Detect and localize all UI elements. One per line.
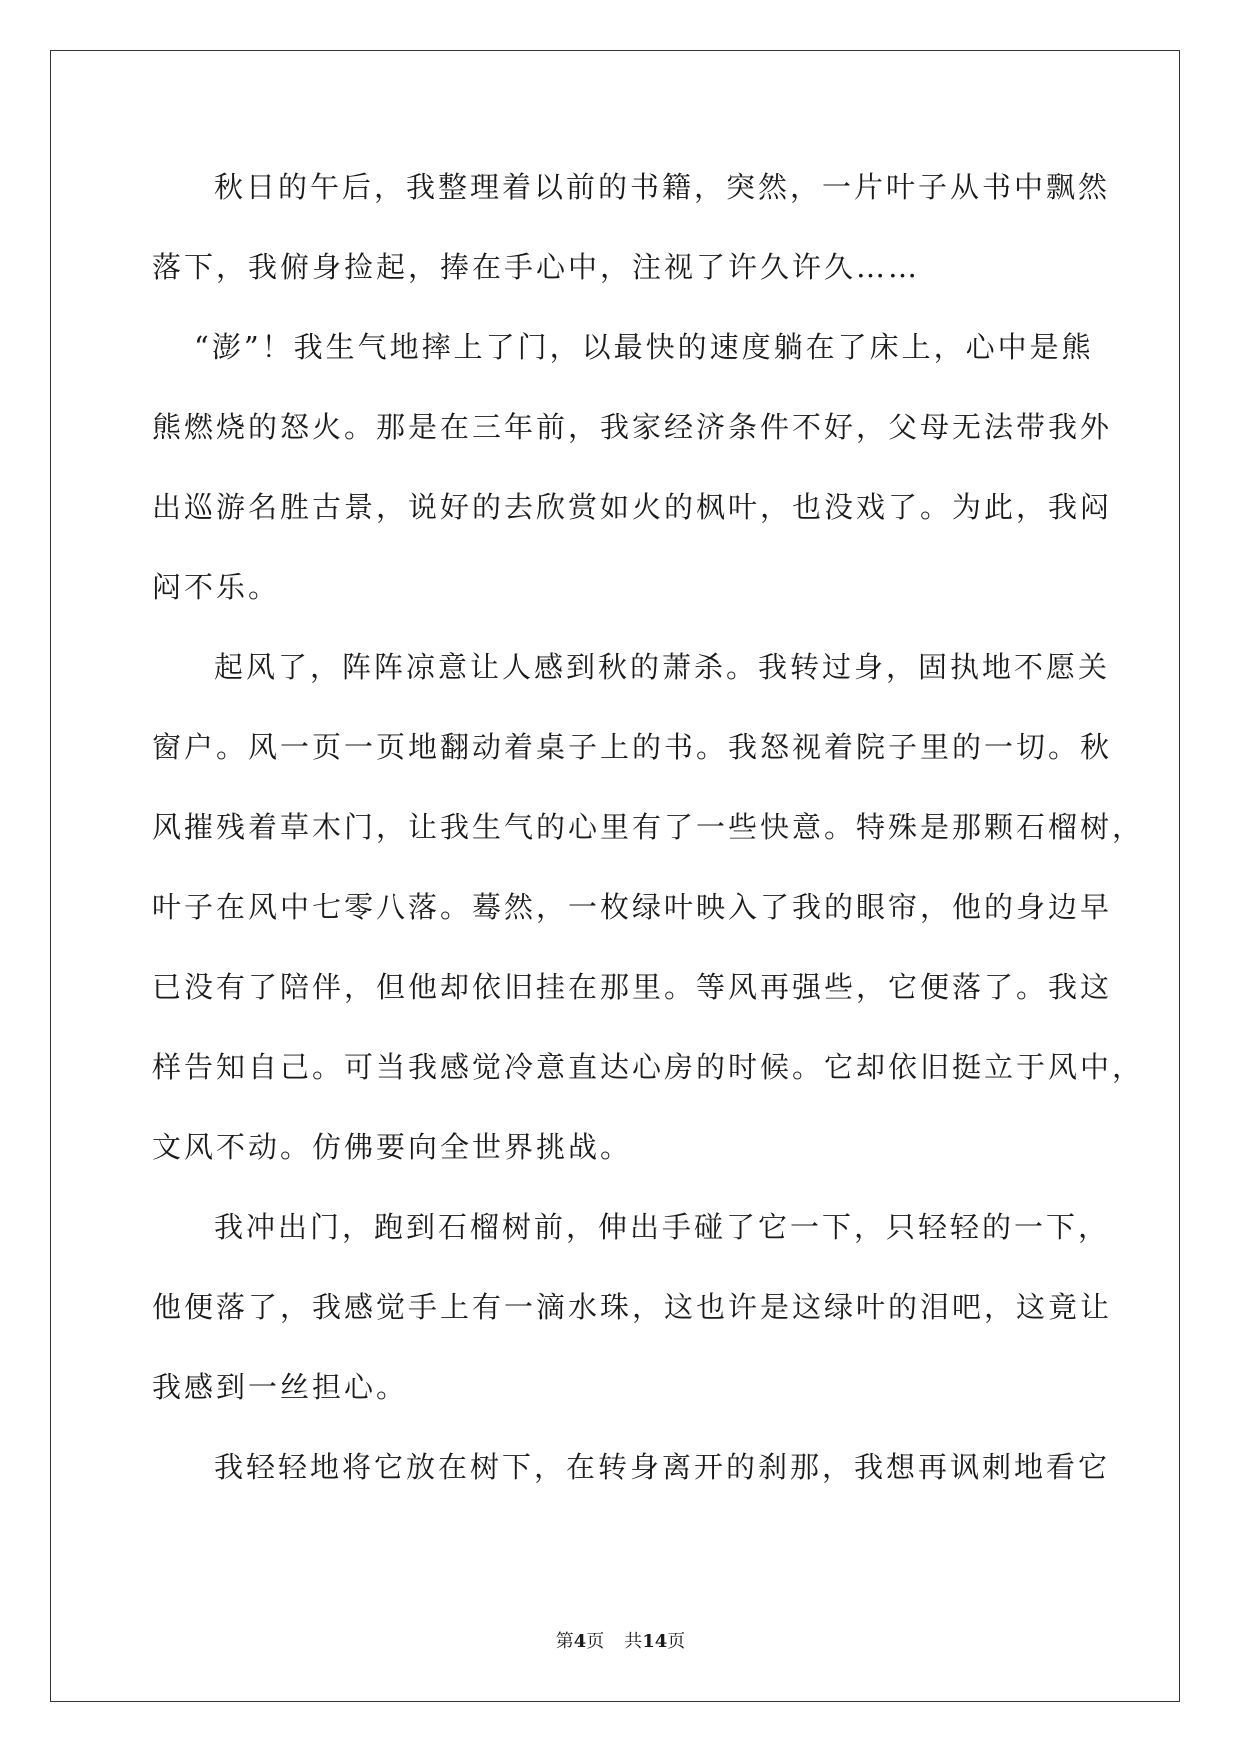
text-line: 文风不动。仿佛要向全世界挑战。 (152, 1130, 633, 1164)
page-number-suffix: 页 (586, 1631, 605, 1652)
document-body (152, 160, 1145, 1520)
text-line: 秋日的午后，我整理着以前的书籍，突然，一片叶子从书中飘然 (214, 170, 1111, 204)
text-line: 熊燃烧的怒火。那是在三年前，我家经济条件不好，父母无法带我外 (152, 410, 1113, 444)
text-line: 风摧残着草木门，让我生气的心里有了一些快意。特殊是那颗石榴树， (152, 810, 1145, 844)
text-line: 我冲出门，跑到石榴树前，伸出手碰了它一下，只轻轻的一下， (214, 1210, 1111, 1244)
text-line: “澎”！我生气地摔上了门，以最快的速度躺在了床上，心中是熊 (194, 330, 1094, 364)
page-footer (0, 1627, 1241, 1653)
page-number-current: 4 (573, 1631, 587, 1652)
page-total-prefix: 共 (624, 1631, 643, 1652)
text-line: 他便落了，我感觉手上有一滴水珠，这也许是这绿叶的泪吧，这竟让 (152, 1290, 1113, 1324)
text-line: 已没有了陪伴，但他却依旧挂在那里。等风再强些，它便落了。我这 (152, 970, 1113, 1004)
text-line: 窗户。风一页一页地翻动着桌子上的书。我怒视着院子里的一切。秋 (152, 730, 1113, 764)
text-line: 落下，我俯身捡起，捧在手心中，注视了许久许久…… (152, 250, 921, 284)
text-line: 闷不乐。 (152, 570, 281, 604)
page-total-suffix: 页 (667, 1631, 686, 1652)
page-number-prefix: 第 (555, 1631, 574, 1652)
text-line: 叶子在风中七零八落。蓦然，一枚绿叶映入了我的眼帘，他的身边早 (152, 890, 1113, 924)
text-line: 我轻轻地将它放在树下，在转身离开的刹那，我想再讽刺地看它 (214, 1450, 1111, 1484)
text-line: 样告知自己。可当我感觉冷意直达心房的时候。它却依旧挺立于风中， (152, 1050, 1145, 1084)
text-line: 我感到一丝担心。 (152, 1370, 409, 1404)
page-total: 14 (642, 1631, 668, 1652)
text-line: 出巡游名胜古景，说好的去欣赏如火的枫叶，也没戏了。为此，我闷 (152, 490, 1113, 524)
text-line: 起风了，阵阵凉意让人感到秋的萧杀。我转过身，固执地不愿关 (214, 650, 1111, 684)
